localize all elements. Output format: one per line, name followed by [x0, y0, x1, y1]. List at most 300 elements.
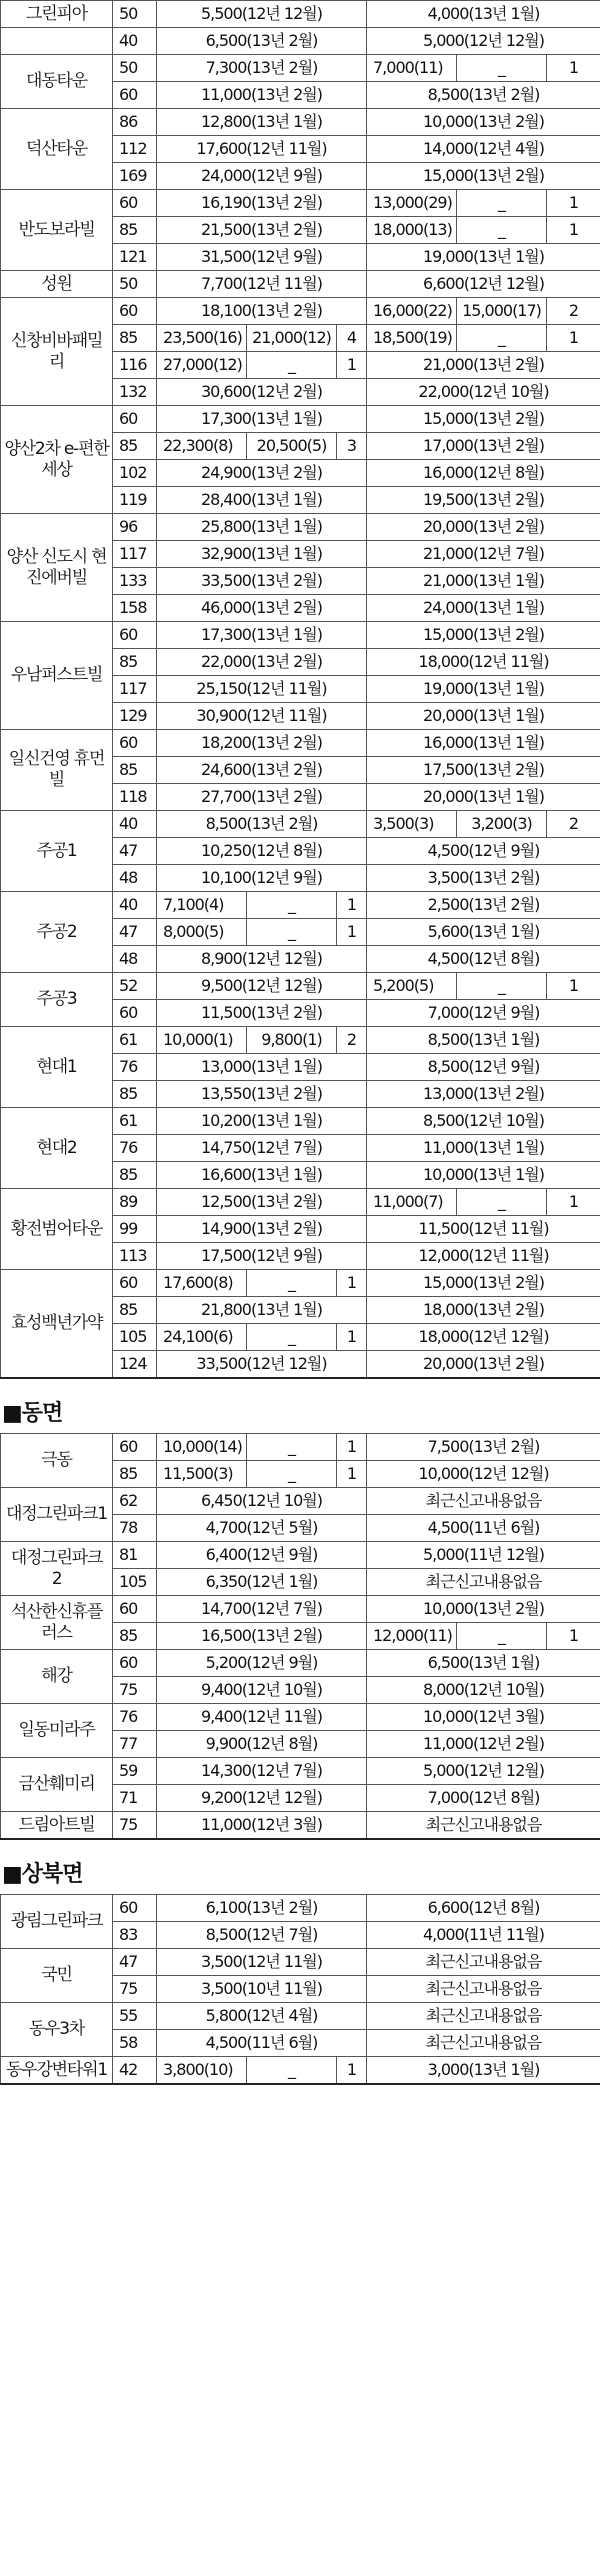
sale-low: 20,500(5)	[247, 433, 337, 460]
complex-name: 대정그린파크 2	[1, 1542, 113, 1596]
rent-high: 16,000(22)	[367, 298, 457, 325]
table-row	[1, 622, 600, 649]
complex-name: 우남퍼스트빌	[1, 622, 113, 730]
table-row	[1, 1758, 600, 1785]
rent-price: 최근신고내용없음	[367, 1569, 600, 1596]
complex-name: 양산 신도시 현진에버빌	[1, 514, 113, 622]
rent-price: 2,500(13년 2월)	[367, 892, 600, 919]
sale-high: 10,000(14)	[157, 1434, 247, 1461]
rent-price: 6,600(12년 8월)	[367, 1895, 600, 1922]
rent-price: 4,500(12년 9월)	[367, 838, 600, 865]
rent-price: 20,000(13년 2월)	[367, 1351, 600, 1379]
sale-price: 5,500(12년 12월)	[157, 1, 367, 28]
rent-price: 10,000(12년 3월)	[367, 1704, 600, 1731]
area-cell: 60	[113, 82, 157, 109]
sale-low: _	[247, 352, 337, 379]
rent-price: 16,000(13년 1월)	[367, 730, 600, 757]
sale-price: 18,200(13년 2월)	[157, 730, 367, 757]
rent-price: 최근신고내용없음	[367, 2030, 600, 2057]
rent-high: 12,000(11)	[367, 1623, 457, 1650]
table-row	[1, 55, 600, 82]
area-cell: 75	[113, 1677, 157, 1704]
rent-price: 14,000(12년 4월)	[367, 136, 600, 163]
rent-high: 7,000(11)	[367, 55, 457, 82]
sale-count: 3	[337, 433, 367, 460]
sale-count: 1	[337, 2057, 367, 2085]
sale-low: _	[247, 1434, 337, 1461]
sale-price: 31,500(12년 9월)	[157, 244, 367, 271]
area-cell: 117	[113, 676, 157, 703]
section-heading: ■동면	[2, 1400, 63, 1426]
sale-low: _	[247, 892, 337, 919]
complex-name: 양산2차 e-편한세상	[1, 406, 113, 514]
rent-price: 16,000(12년 8월)	[367, 460, 600, 487]
table-row	[1, 271, 600, 298]
rent-price: 18,000(12년 12월)	[367, 1324, 600, 1351]
rent-count: 2	[547, 298, 600, 325]
table-row	[1, 1488, 600, 1515]
rent-high: 11,000(7)	[367, 1189, 457, 1216]
rent-low: _	[457, 973, 547, 1000]
area-cell: 85	[113, 757, 157, 784]
sale-price: 10,200(13년 1월)	[157, 1108, 367, 1135]
rent-count: 1	[547, 1623, 600, 1650]
area-cell: 76	[113, 1054, 157, 1081]
area-cell: 62	[113, 1488, 157, 1515]
rent-low: _	[457, 55, 547, 82]
area-cell: 105	[113, 1569, 157, 1596]
sale-price: 24,900(13년 2월)	[157, 460, 367, 487]
section-heading: ■상북면	[2, 1861, 83, 1887]
area-cell: 118	[113, 784, 157, 811]
sale-price: 6,500(13년 2월)	[157, 28, 367, 55]
sale-price: 28,400(13년 1월)	[157, 487, 367, 514]
sale-high: 10,000(1)	[157, 1027, 247, 1054]
area-cell: 40	[113, 28, 157, 55]
sale-price: 6,350(12년 1월)	[157, 1569, 367, 1596]
sale-price: 21,800(13년 1월)	[157, 1297, 367, 1324]
sale-price: 14,300(12년 7월)	[157, 1758, 367, 1785]
rent-count: 1	[547, 55, 600, 82]
sale-price: 22,000(13년 2월)	[157, 649, 367, 676]
area-cell: 85	[113, 1623, 157, 1650]
area-cell: 86	[113, 109, 157, 136]
rent-price: 20,000(13년 2월)	[367, 514, 600, 541]
complex-name: 해강	[1, 1650, 113, 1704]
rent-price: 8,500(13년 1월)	[367, 1027, 600, 1054]
sale-high: 7,100(4)	[157, 892, 247, 919]
sale-low: _	[247, 1270, 337, 1297]
sale-high: 3,800(10)	[157, 2057, 247, 2085]
area-cell: 85	[113, 1297, 157, 1324]
sale-high: 23,500(16)	[157, 325, 247, 352]
sale-price: 11,000(13년 2월)	[157, 82, 367, 109]
area-cell: 60	[113, 622, 157, 649]
rent-price: 5,600(13년 1월)	[367, 919, 600, 946]
sale-price: 33,500(12년 12월)	[157, 1351, 367, 1379]
sale-price: 8,500(12년 7월)	[157, 1922, 367, 1949]
complex-name: 현대2	[1, 1108, 113, 1189]
sale-price: 24,600(13년 2월)	[157, 757, 367, 784]
rent-high: 5,200(5)	[367, 973, 457, 1000]
rent-price: 11,500(12년 11월)	[367, 1216, 600, 1243]
sale-price: 33,500(13년 2월)	[157, 568, 367, 595]
rent-price: 10,000(13년 1월)	[367, 1162, 600, 1189]
complex-name: 황전범어타운	[1, 1189, 113, 1270]
sale-price: 46,000(13년 2월)	[157, 595, 367, 622]
area-cell: 60	[113, 730, 157, 757]
sale-price: 24,000(12년 9월)	[157, 163, 367, 190]
area-cell: 117	[113, 541, 157, 568]
rent-count: 1	[547, 325, 600, 352]
table-row	[1, 1949, 600, 1976]
rent-count: 1	[547, 973, 600, 1000]
rent-price: 최근신고내용없음	[367, 1812, 600, 1840]
rent-price: 3,500(13년 2월)	[367, 865, 600, 892]
sale-price: 7,300(13년 2월)	[157, 55, 367, 82]
area-cell: 76	[113, 1704, 157, 1731]
area-cell: 60	[113, 1650, 157, 1677]
complex-name: 주공1	[1, 811, 113, 892]
rent-price: 18,000(12년 11월)	[367, 649, 600, 676]
sale-price: 4,500(11년 6월)	[157, 2030, 367, 2057]
table-row	[1, 190, 600, 217]
rent-price: 12,000(12년 11월)	[367, 1243, 600, 1270]
rent-price: 10,000(13년 2월)	[367, 109, 600, 136]
rent-price: 21,000(12년 7월)	[367, 541, 600, 568]
area-cell: 99	[113, 1216, 157, 1243]
sale-price: 9,900(12년 8월)	[157, 1731, 367, 1758]
sale-price: 7,700(12년 11월)	[157, 271, 367, 298]
table-row	[1, 1542, 600, 1569]
table-row	[1, 1270, 600, 1297]
area-cell: 96	[113, 514, 157, 541]
area-cell: 121	[113, 244, 157, 271]
sale-high: 11,500(3)	[157, 1461, 247, 1488]
table-row	[1, 1108, 600, 1135]
sale-price: 6,450(12년 10월)	[157, 1488, 367, 1515]
area-cell: 59	[113, 1758, 157, 1785]
complex-name: 동우강변타워1	[1, 2057, 113, 2085]
rent-price: 5,000(12년 12월)	[367, 1758, 600, 1785]
rent-price: 11,000(12년 2월)	[367, 1731, 600, 1758]
area-cell: 116	[113, 352, 157, 379]
area-cell: 42	[113, 2057, 157, 2085]
area-cell: 169	[113, 163, 157, 190]
sale-low: _	[247, 1324, 337, 1351]
rent-price: 17,500(13년 2월)	[367, 757, 600, 784]
sale-count: 1	[337, 1461, 367, 1488]
area-cell: 132	[113, 379, 157, 406]
rent-price: 11,000(13년 1월)	[367, 1135, 600, 1162]
sale-price: 3,500(12년 11월)	[157, 1949, 367, 1976]
area-cell: 61	[113, 1027, 157, 1054]
rent-price: 3,000(13년 1월)	[367, 2057, 600, 2085]
area-cell: 60	[113, 1270, 157, 1297]
sale-price: 16,190(13년 2월)	[157, 190, 367, 217]
sale-price: 8,500(13년 2월)	[157, 811, 367, 838]
area-cell: 76	[113, 1135, 157, 1162]
area-cell: 60	[113, 1895, 157, 1922]
rent-price: 최근신고내용없음	[367, 1488, 600, 1515]
complex-name: 극동	[1, 1434, 113, 1488]
rent-price: 5,000(12년 12월)	[367, 28, 600, 55]
rent-price: 20,000(13년 1월)	[367, 703, 600, 730]
sale-count: 2	[337, 1027, 367, 1054]
rent-price: 22,000(12년 10월)	[367, 379, 600, 406]
rent-price: 24,000(13년 1월)	[367, 595, 600, 622]
area-cell: 75	[113, 1976, 157, 2003]
complex-name: 대정그린파크1	[1, 1488, 113, 1542]
sale-price: 18,100(13년 2월)	[157, 298, 367, 325]
area-cell: 83	[113, 1922, 157, 1949]
sale-price: 14,900(13년 2월)	[157, 1216, 367, 1243]
rent-price: 7,500(13년 2월)	[367, 1434, 600, 1461]
rent-price: 7,000(12년 8월)	[367, 1785, 600, 1812]
area-cell: 60	[113, 190, 157, 217]
sale-price: 25,150(12년 11월)	[157, 676, 367, 703]
sale-price: 16,500(13년 2월)	[157, 1623, 367, 1650]
rent-high: 18,000(13)	[367, 217, 457, 244]
rent-price: 8,500(12년 9월)	[367, 1054, 600, 1081]
sale-price: 27,700(13년 2월)	[157, 784, 367, 811]
rent-price: 19,000(13년 1월)	[367, 676, 600, 703]
rent-low: _	[457, 190, 547, 217]
area-cell: 60	[113, 1000, 157, 1027]
rent-price: 21,000(13년 1월)	[367, 568, 600, 595]
sale-count: 1	[337, 1270, 367, 1297]
area-cell: 112	[113, 136, 157, 163]
area-cell: 119	[113, 487, 157, 514]
rent-price: 최근신고내용없음	[367, 2003, 600, 2030]
sale-high: 8,000(5)	[157, 919, 247, 946]
sale-price: 32,900(13년 1월)	[157, 541, 367, 568]
sale-price: 14,750(12년 7월)	[157, 1135, 367, 1162]
sale-price: 9,500(12년 12월)	[157, 973, 367, 1000]
sale-price: 11,500(13년 2월)	[157, 1000, 367, 1027]
rent-price: 6,600(12년 12월)	[367, 271, 600, 298]
rent-price: 15,000(13년 2월)	[367, 406, 600, 433]
rent-price: 6,500(13년 1월)	[367, 1650, 600, 1677]
table-row	[1, 1596, 600, 1623]
complex-name: 금산훼미리	[1, 1758, 113, 1812]
table-row	[1, 28, 600, 55]
sale-low: _	[247, 919, 337, 946]
table-row	[1, 406, 600, 433]
sale-price: 3,500(10년 11월)	[157, 1976, 367, 2003]
area-cell: 124	[113, 1351, 157, 1379]
sale-high: 27,000(12)	[157, 352, 247, 379]
rent-low: _	[457, 1189, 547, 1216]
rent-count: 2	[547, 811, 600, 838]
sale-price: 17,300(13년 1월)	[157, 406, 367, 433]
table-row	[1, 1027, 600, 1054]
rent-price: 15,000(13년 2월)	[367, 622, 600, 649]
sale-price: 14,700(12년 7월)	[157, 1596, 367, 1623]
sale-price: 21,500(13년 2월)	[157, 217, 367, 244]
sale-low: 9,800(1)	[247, 1027, 337, 1054]
sale-price: 6,100(13년 2월)	[157, 1895, 367, 1922]
area-cell: 60	[113, 406, 157, 433]
area-cell: 78	[113, 1515, 157, 1542]
area-cell: 158	[113, 595, 157, 622]
area-cell: 85	[113, 325, 157, 352]
sale-low: _	[247, 2057, 337, 2085]
sale-price: 11,000(12년 3월)	[157, 1812, 367, 1840]
sale-price: 10,250(12년 8월)	[157, 838, 367, 865]
sale-price: 13,000(13년 1월)	[157, 1054, 367, 1081]
complex-name: 일동미라주	[1, 1704, 113, 1758]
rent-count: 1	[547, 1189, 600, 1216]
area-cell: 47	[113, 919, 157, 946]
table-row	[1, 1895, 600, 1922]
complex-name: 드림아트빌	[1, 1812, 113, 1840]
rent-price: 최근신고내용없음	[367, 1976, 600, 2003]
area-cell: 52	[113, 973, 157, 1000]
table-row	[1, 514, 600, 541]
rent-count: 1	[547, 190, 600, 217]
table-row	[1, 811, 600, 838]
area-cell: 102	[113, 460, 157, 487]
table-row	[1, 892, 600, 919]
sale-price: 12,500(13년 2월)	[157, 1189, 367, 1216]
area-cell: 85	[113, 217, 157, 244]
sale-price: 9,400(12년 10월)	[157, 1677, 367, 1704]
sale-high: 17,600(8)	[157, 1270, 247, 1297]
rent-price: 4,500(11년 6월)	[367, 1515, 600, 1542]
rent-price: 17,000(13년 2월)	[367, 433, 600, 460]
rent-price: 8,500(13년 2월)	[367, 82, 600, 109]
rent-low: _	[457, 325, 547, 352]
sale-price: 12,800(13년 1월)	[157, 109, 367, 136]
sale-price: 9,400(12년 11월)	[157, 1704, 367, 1731]
table-row	[1, 1, 600, 28]
price-table	[0, 1433, 600, 1840]
complex-name: 주공2	[1, 892, 113, 973]
area-cell: 58	[113, 2030, 157, 2057]
sale-price: 10,100(12년 9월)	[157, 865, 367, 892]
sale-high: 22,300(8)	[157, 433, 247, 460]
complex-name: 국민	[1, 1949, 113, 2003]
table-row	[1, 730, 600, 757]
complex-name	[1, 28, 113, 55]
table-row	[1, 2003, 600, 2030]
rent-count: 1	[547, 217, 600, 244]
table-row	[1, 1189, 600, 1216]
area-cell: 85	[113, 1081, 157, 1108]
complex-name: 석산한신휴플러스	[1, 1596, 113, 1650]
area-cell: 61	[113, 1108, 157, 1135]
sale-price: 30,900(12년 11월)	[157, 703, 367, 730]
complex-name: 효성백년가약	[1, 1270, 113, 1379]
rent-low: _	[457, 217, 547, 244]
sale-count: 1	[337, 1324, 367, 1351]
area-cell: 50	[113, 1, 157, 28]
area-cell: 50	[113, 271, 157, 298]
rent-price: 13,000(13년 2월)	[367, 1081, 600, 1108]
rent-price: 19,000(13년 1월)	[367, 244, 600, 271]
area-cell: 48	[113, 946, 157, 973]
sale-price: 25,800(13년 1월)	[157, 514, 367, 541]
complex-name: 일신건영 휴먼빌	[1, 730, 113, 811]
area-cell: 85	[113, 433, 157, 460]
area-cell: 129	[113, 703, 157, 730]
rent-high: 18,500(19)	[367, 325, 457, 352]
complex-name: 덕산타운	[1, 109, 113, 190]
complex-name: 주공3	[1, 973, 113, 1027]
complex-name: 성원	[1, 271, 113, 298]
rent-price: 최근신고내용없음	[367, 1949, 600, 1976]
area-cell: 47	[113, 838, 157, 865]
area-cell: 113	[113, 1243, 157, 1270]
table-row	[1, 1812, 600, 1840]
complex-name: 반도보라빌	[1, 190, 113, 271]
area-cell: 40	[113, 892, 157, 919]
table-row	[1, 109, 600, 136]
area-cell: 40	[113, 811, 157, 838]
sale-price: 17,300(13년 1월)	[157, 622, 367, 649]
area-cell: 47	[113, 1949, 157, 1976]
sale-count: 1	[337, 1434, 367, 1461]
price-table	[0, 1894, 600, 2085]
complex-name: 대동타운	[1, 55, 113, 109]
rent-low: 3,200(3)	[457, 811, 547, 838]
complex-name: 현대1	[1, 1027, 113, 1108]
rent-low: _	[457, 1623, 547, 1650]
sale-price: 4,700(12년 5월)	[157, 1515, 367, 1542]
area-cell: 60	[113, 1596, 157, 1623]
area-cell: 89	[113, 1189, 157, 1216]
area-cell: 75	[113, 1812, 157, 1840]
area-cell: 77	[113, 1731, 157, 1758]
sale-price: 17,500(12년 9월)	[157, 1243, 367, 1270]
area-cell: 60	[113, 1434, 157, 1461]
area-cell: 50	[113, 55, 157, 82]
rent-price: 18,000(13년 2월)	[367, 1297, 600, 1324]
table-row	[1, 1434, 600, 1461]
table-row	[1, 298, 600, 325]
rent-low: 15,000(17)	[457, 298, 547, 325]
sale-price: 9,200(12년 12월)	[157, 1785, 367, 1812]
sale-price: 5,800(12년 4월)	[157, 2003, 367, 2030]
sale-low: _	[247, 1461, 337, 1488]
sale-price: 6,400(12년 9월)	[157, 1542, 367, 1569]
area-cell: 85	[113, 1461, 157, 1488]
table-row	[1, 2057, 600, 2085]
area-cell: 71	[113, 1785, 157, 1812]
rent-price: 15,000(13년 2월)	[367, 1270, 600, 1297]
rent-price: 8,500(12년 10월)	[367, 1108, 600, 1135]
area-cell: 105	[113, 1324, 157, 1351]
sale-price: 5,200(12년 9월)	[157, 1650, 367, 1677]
sale-price: 17,600(12년 11월)	[157, 136, 367, 163]
rent-price: 5,000(11년 12월)	[367, 1542, 600, 1569]
rent-price: 19,500(13년 2월)	[367, 487, 600, 514]
sale-price: 30,600(12년 2월)	[157, 379, 367, 406]
rent-price: 8,000(12년 10월)	[367, 1677, 600, 1704]
sale-high: 24,100(6)	[157, 1324, 247, 1351]
rent-high: 3,500(3)	[367, 811, 457, 838]
rent-price: 4,500(12년 8월)	[367, 946, 600, 973]
area-cell: 133	[113, 568, 157, 595]
sale-count: 1	[337, 919, 367, 946]
sale-price: 16,600(13년 1월)	[157, 1162, 367, 1189]
area-cell: 48	[113, 865, 157, 892]
rent-price: 7,000(12년 9월)	[367, 1000, 600, 1027]
rent-price: 10,000(12년 12월)	[367, 1461, 600, 1488]
rent-price: 15,000(13년 2월)	[367, 163, 600, 190]
area-cell: 60	[113, 298, 157, 325]
